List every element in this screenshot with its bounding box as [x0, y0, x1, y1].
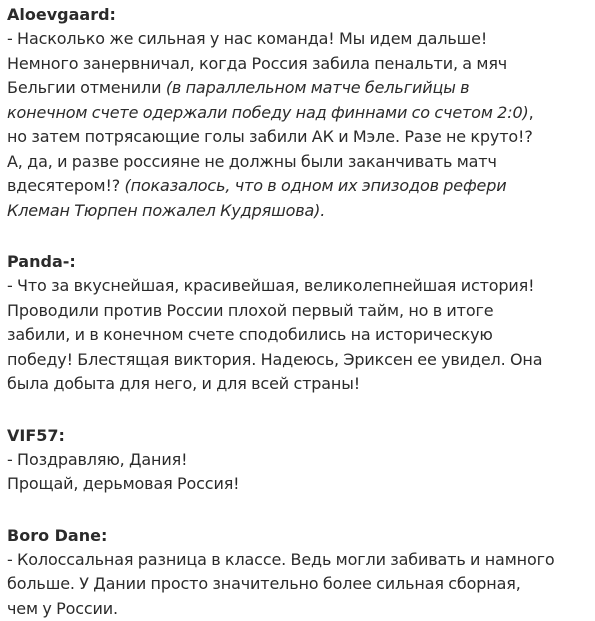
text-run: победу! Блестящая виктория. Надеюсь, Эриксен ее увидел. Она — [7, 350, 542, 369]
comment-line — [7, 274, 595, 299]
text-run: - Насколько же сильная у нас команда! Мы идем дальше! — [7, 29, 487, 48]
text-run: - Поздравляю, Дания! — [7, 450, 187, 469]
comment-line — [7, 52, 595, 77]
text-run: но затем потрясающие голы забили АК и Мэле. Разе не круто!? — [7, 127, 533, 146]
text-run: вдесятером!? — [7, 176, 124, 195]
comment-author: Boro Dane: — [7, 524, 595, 548]
comment-line — [7, 548, 595, 573]
comment-line — [7, 372, 595, 397]
comment-author: VIF57: — [7, 424, 595, 448]
comment-line — [7, 150, 595, 175]
text-run: Немного занервничал, когда Россия забила пенальти, а мяч — [7, 54, 507, 73]
comment-line — [7, 323, 595, 348]
comment-text — [7, 274, 595, 397]
text-run: А, да, и разве россияне не должны были заканчивать матч — [7, 152, 497, 171]
comment-spacer — [7, 223, 595, 247]
comment-line — [7, 299, 595, 324]
comment-text — [7, 448, 595, 497]
comment-line — [7, 199, 595, 224]
text-run: - Колоссальная разница в классе. Ведь могли забивать и намного — [7, 550, 554, 569]
comment-line — [7, 76, 595, 101]
comment-line — [7, 348, 595, 373]
comment-spacer — [7, 397, 595, 421]
comment-spacer — [7, 497, 595, 521]
comment-author: Aloevgaard: — [7, 3, 595, 27]
text-run: забили, и в конечном счете сподобились на историческую — [7, 325, 493, 344]
comment-text — [7, 27, 595, 223]
text-run: Проводили против России плохой первый тайм, но в итоге — [7, 301, 493, 320]
comment-line — [7, 597, 595, 621]
comment-line — [7, 174, 595, 199]
text-run: была добыта для него, и для всей страны! — [7, 374, 360, 393]
text-run: - Что за вкуснейшая, красивейшая, великолепнейшая история! — [7, 276, 534, 295]
comment-vif57 — [7, 424, 595, 497]
comments-feed — [7, 0, 595, 621]
text-run: больше. У Дании просто значительно более сильная сборная, — [7, 574, 521, 593]
comment-text — [7, 548, 595, 621]
comment-line — [7, 472, 595, 497]
text-run: чем у России. — [7, 599, 118, 618]
comment-boro-dane — [7, 524, 595, 621]
comment-author: Panda-: — [7, 250, 595, 274]
italic-note: (показалось, что в одном их эпизодов рефери — [124, 176, 506, 195]
comment-line — [7, 101, 595, 126]
italic-note: (в параллельном матче бельгийцы в — [166, 78, 470, 97]
comment-line — [7, 27, 595, 52]
comment-panda — [7, 250, 595, 397]
comment-line — [7, 448, 595, 473]
comment-line — [7, 125, 595, 150]
text-run: Бельгии отменили — [7, 78, 166, 97]
comment-line — [7, 572, 595, 597]
text-run: , — [529, 103, 534, 122]
comment-aloevgaard — [7, 3, 595, 223]
italic-note: Клеман Тюрпен пожалел Кудряшова). — [7, 201, 325, 220]
italic-note: конечном счете одержали победу над финнами со счетом 2:0) — [7, 103, 529, 122]
text-run: Прощай, дерьмовая Россия! — [7, 474, 239, 493]
